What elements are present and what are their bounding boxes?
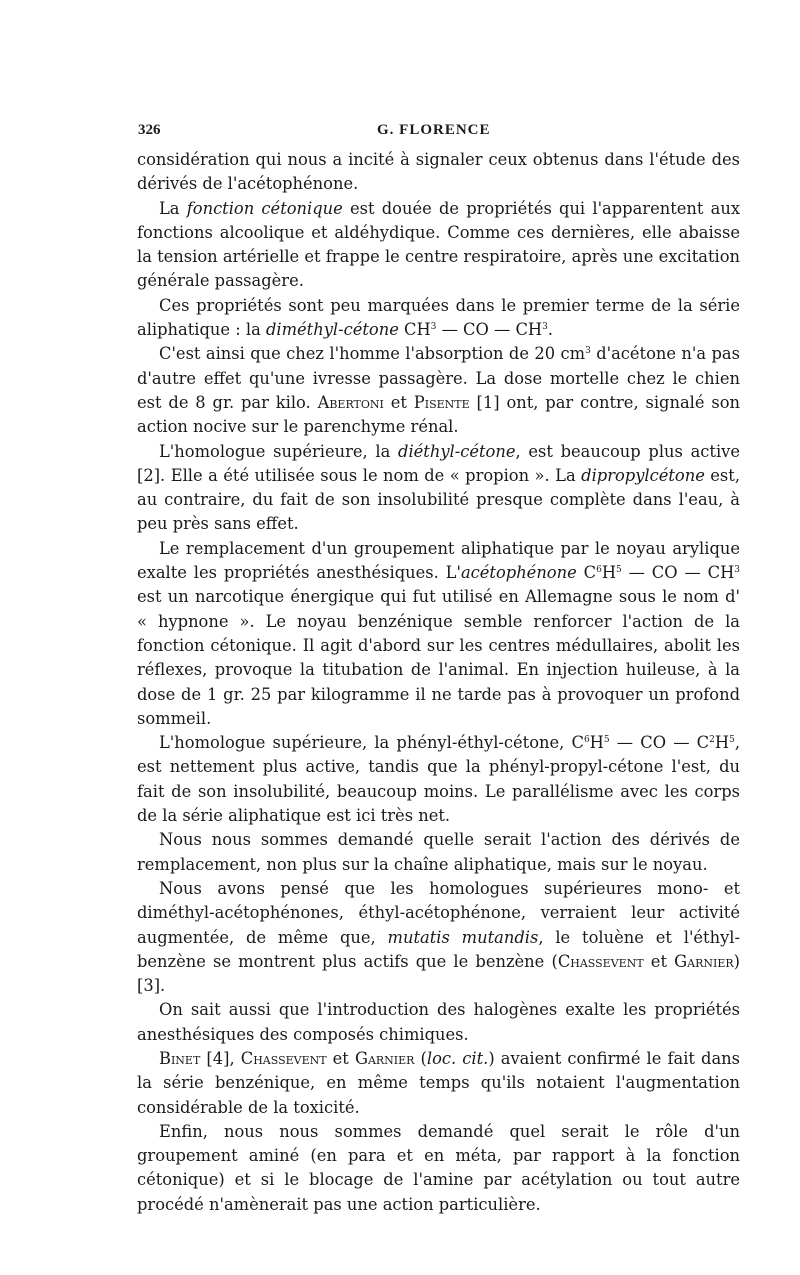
text-run: H bbox=[589, 733, 604, 753]
text-run: , est nettement plus active, tandis que la phényl-propyl-cétone l'est, du fait de son insolubilité, beaucoup moins. Le parallélisme avec les corps de la série aliphatique est ici très net. bbox=[137, 733, 740, 826]
text-run: La bbox=[159, 198, 187, 218]
book-page bbox=[137, 118, 740, 1217]
body-text bbox=[137, 148, 740, 1217]
italic-term: loc. cit. bbox=[426, 1048, 489, 1068]
page-number: 326 bbox=[138, 122, 161, 138]
italic-term: diméthyl-cétone bbox=[265, 320, 399, 340]
paragraph bbox=[137, 342, 740, 439]
superscript: 5 bbox=[603, 735, 610, 746]
text-run: H bbox=[601, 563, 617, 583]
text-run: Nous avons pensé que les homologues supérieures mono- et diméthyl-acétophénones, éthyl-acétophénone, verraient leur activité augmentée, de même que, bbox=[137, 878, 740, 947]
text-run: H bbox=[714, 733, 730, 753]
text-run: , est beaucoup plus active [2]. Elle a été utilisée sous le nom de « propion ». La bbox=[137, 441, 740, 485]
text-run: Le remplacement d'un groupement aliphatique par le noyau arylique exalte les propriétés anesthésiques. L' bbox=[137, 538, 740, 583]
text-run: et bbox=[383, 392, 414, 412]
text-run: L'homologue supérieure, la bbox=[159, 441, 399, 461]
italic-term: acétophénone bbox=[460, 563, 577, 583]
paragraph bbox=[137, 197, 740, 294]
superscript: 5 bbox=[616, 565, 622, 576]
text-run: d'acétone n'a pas d'autre effet qu'une ivresse passagère. La dose mortelle chez le chien est de 8 gr. par kilo. bbox=[137, 344, 740, 412]
text-run: est douée de propriétés qui l'apparentent aux fonctions alcoolique et aldéhydique. Comme ces dernières, elle abaisse la tension artérielle et frappe le centre respiratoire, après une excitation générale passagère. bbox=[137, 198, 741, 291]
text-run: . bbox=[547, 320, 554, 340]
paragraph bbox=[137, 877, 740, 998]
text-run: — CO — CH bbox=[621, 563, 735, 583]
author-name: Chassevent bbox=[240, 1048, 327, 1068]
superscript: 3 bbox=[430, 322, 437, 333]
superscript: 6 bbox=[583, 735, 590, 746]
superscript: 6 bbox=[596, 565, 602, 576]
text-run: et bbox=[643, 951, 675, 971]
superscript: 3 bbox=[734, 565, 741, 576]
text-run: considération qui nous a incité à signaler ceux obtenus dans l'étude des dérivés de l'acétophénone. bbox=[137, 150, 740, 194]
paragraph bbox=[137, 731, 740, 828]
paragraph bbox=[137, 1120, 740, 1217]
text-run: ) [3]. bbox=[137, 951, 741, 996]
text-run: [1] ont, par contre, signalé son action nocive sur le parenchyme rénal. bbox=[137, 392, 740, 437]
text-run: L'homologue supérieure, la phényl-éthyl-cétone, C bbox=[159, 733, 584, 753]
text-run: C'est ainsi que chez l'homme l'absorption de 20 cm bbox=[159, 344, 586, 364]
superscript: 3 bbox=[542, 322, 548, 333]
author-name: Binet bbox=[159, 1048, 201, 1068]
text-run: C bbox=[576, 563, 597, 583]
text-run: — CO — C bbox=[609, 733, 710, 753]
text-run: ( bbox=[414, 1048, 427, 1068]
paragraph bbox=[137, 537, 740, 731]
paragraph bbox=[137, 828, 740, 877]
superscript: 5 bbox=[729, 735, 735, 746]
text-run: et bbox=[326, 1048, 355, 1068]
author-name: Garnier bbox=[354, 1048, 415, 1068]
author-name: Pisente bbox=[413, 392, 470, 412]
italic-term: mutatis mutandis bbox=[387, 927, 539, 947]
text-run: Nous nous sommes demandé quelle serait l'action des dérivés de remplacement, non plus sur la chaîne aliphatique, mais sur le noyau. bbox=[137, 830, 740, 874]
paragraph bbox=[137, 1047, 740, 1120]
text-run: est un narcotique énergique qui fut utilisé en Allemagne sous le nom d' « hypnone ». Le noyau benzénique semble renforcer l'action de la fonction cétonique. Il agit d'abord sur les centres médullaires, abolit les réflexes, provoque la titubation de l'animal. En injection huileuse, à la dose de 1 gr. 25 par kilogramme il ne tarde pas à provoquer un profond sommeil. bbox=[137, 587, 740, 728]
text-run: , le toluène et l'éthyl-benzène se montrent plus actifs que le benzène ( bbox=[137, 927, 740, 971]
paragraph bbox=[137, 440, 740, 537]
author-name: Abertoni bbox=[317, 392, 384, 412]
running-head: G. FLORENCE bbox=[377, 122, 491, 138]
text-run: [4], bbox=[200, 1048, 241, 1068]
paragraph bbox=[137, 148, 740, 197]
text-run: est, au contraire, du fait de son insolubilité presque complète dans l'eau, à peu près sans effet. bbox=[137, 465, 740, 534]
text-run: — CO — CH bbox=[436, 320, 543, 340]
italic-term: fonction cétonique bbox=[186, 198, 343, 218]
text-run: On sait aussi que l'introduction des halogènes exalte les propriétés anesthésiques des composés chimiques. bbox=[137, 1000, 740, 1044]
text-run: CH bbox=[398, 320, 431, 340]
text-run: Enfin, nous nous sommes demandé quel serait le rôle d'un groupement aminé (en para et en méta, par rapport à la fonction cétonique) et si le blocage de l'amine par acétylation ou tout autre procédé n'amènerait pas une action particulière. bbox=[137, 1121, 740, 1214]
page-header bbox=[137, 118, 740, 148]
superscript: 2 bbox=[709, 735, 715, 746]
paragraph bbox=[137, 998, 740, 1047]
text-run: Ces propriétés sont peu marquées dans le premier terme de la série aliphatique : la bbox=[137, 295, 740, 340]
text-run: ) avaient confirmé le fait dans la série benzénique, en même temps qu'ils notaient l'augmentation considérable de la toxicité. bbox=[137, 1048, 741, 1117]
italic-term: dipropylcétone bbox=[581, 465, 705, 485]
italic-term: diéthyl-cétone bbox=[398, 441, 516, 461]
paragraph bbox=[137, 294, 740, 343]
author-name: Garnier bbox=[674, 951, 734, 971]
author-name: Chassevent bbox=[557, 951, 644, 971]
superscript: 3 bbox=[585, 346, 591, 357]
